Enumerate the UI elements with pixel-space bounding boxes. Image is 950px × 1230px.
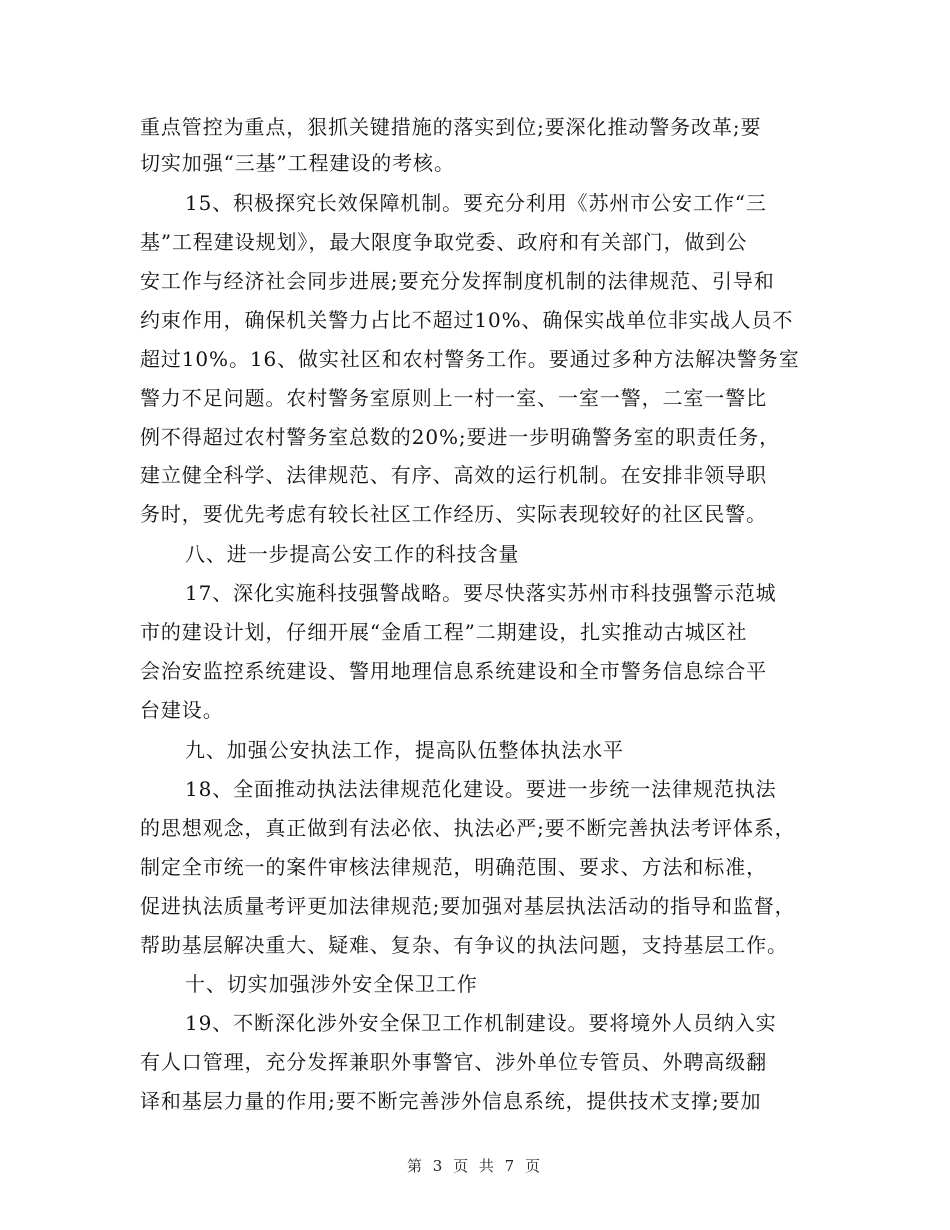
text-line: 重点管控为重点，狠抓关键措施的落实到位;要深化推动警务改革;要	[140, 115, 762, 139]
section-heading: 九、加强公安执法工作，提高队伍整体执法水平	[185, 738, 624, 762]
text-line: 市的建设计划，仔细开展“金盾工程”二期建设，扎实推动古城区社	[140, 620, 748, 644]
text-line: 19、不断深化涉外安全保卫工作机制建设。要将境外人员纳入实	[185, 1011, 777, 1035]
text-line: 基”工程建设规划》，最大限度争取党委、政府和有关部门，做到公	[140, 230, 748, 254]
page-number-footer: 第 3 页 共 7 页	[407, 1157, 543, 1175]
text-line: 例不得超过农村警务室总数的20%;要进一步明确警务室的职责任务，	[140, 425, 780, 449]
text-line: 会治安监控系统建设、警用地理信息系统建设和全市警务信息综合平	[140, 659, 767, 683]
text-line: 的思想观念，真正做到有法必依、执法必严;要不断完善执法考评体系，	[140, 816, 796, 840]
section-heading: 十、切实加强涉外安全保卫工作	[185, 972, 478, 996]
text-line: 15、积极探究长效保障机制。要充分利用《苏州市公安工作“三	[185, 191, 767, 215]
text-line: 17、深化实施科技强警战略。要尽快落实苏州市科技强警示范城	[185, 581, 777, 605]
text-line: 台建设。	[140, 698, 224, 722]
section-heading: 八、进一步提高公安工作的科技含量	[185, 542, 520, 566]
text-line: 帮助基层解决重大、疑难、复杂、有争议的执法问题，支持基层工作。	[140, 933, 788, 957]
text-line: 制定全市统一的案件审核法律规范，明确范围、要求、方法和标准，	[140, 855, 767, 879]
text-line: 促进执法质量考评更加法律规范;要加强对基层执法活动的指导和监督，	[140, 894, 796, 918]
text-line: 警力不足问题。农村警务室原则上一村一室、一室一警，二室一警比	[140, 386, 767, 410]
text-line: 切实加强“三基”工程建设的考核。	[140, 151, 455, 175]
text-line: 约束作用，确保机关警力占比不超过10%、确保实战单位非实战人员不	[140, 308, 794, 332]
text-line: 18、全面推动执法法律规范化建设。要进一步统一法律规范执法	[185, 777, 777, 801]
text-line: 建立健全科学、法律规范、有序、高效的运行机制。在安排非领导职	[140, 463, 767, 487]
text-line: 有人口管理，充分发挥兼职外事警官、涉外单位专管员、外聘高级翻	[140, 1050, 767, 1074]
text-line: 超过10%。16、做实社区和农村警务工作。要通过多种方法解决警务室	[140, 347, 800, 371]
text-line: 务时，要优先考虑有较长社区工作经历、实际表现较好的社区民警。	[140, 502, 767, 526]
text-line: 译和基层力量的作用;要不断完善涉外信息系统，提供技术支撑;要加	[140, 1089, 762, 1113]
text-line: 安工作与经济社会同步进展;要充分发挥制度机制的法律规范、引导和	[140, 269, 775, 293]
